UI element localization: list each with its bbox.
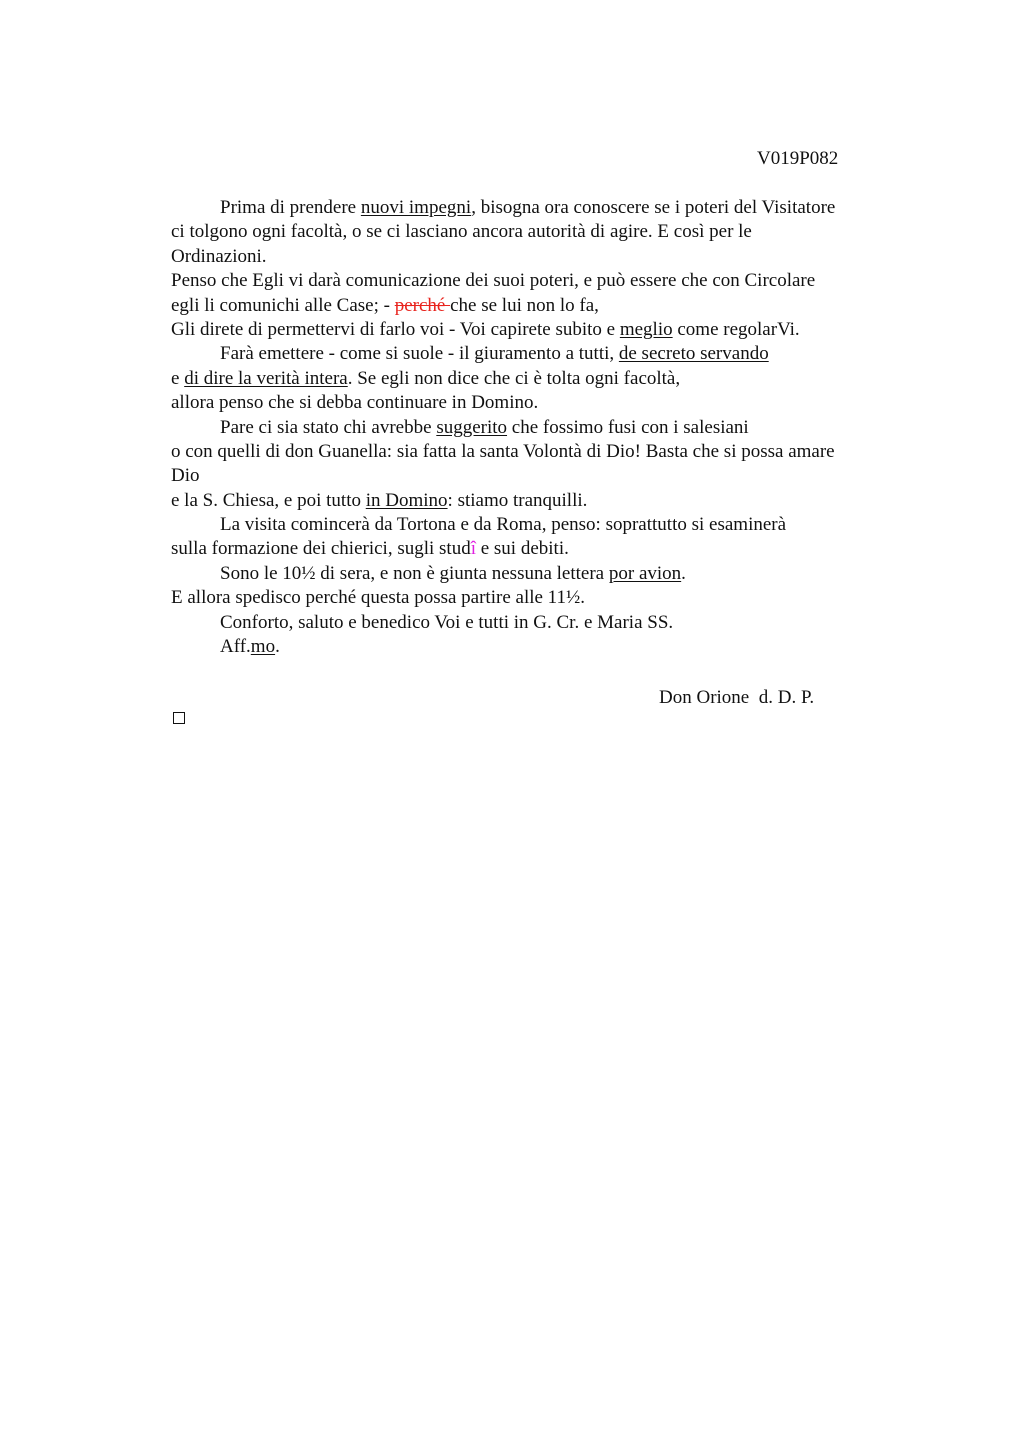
end-box-icon (173, 712, 185, 724)
paragraph-line: Prima di prendere nuovi impegni, bisogna ora conoscere se i poteri del Visitatore (220, 197, 836, 218)
paragraph-line: o con quelli di don Guanella: sia fatta la santa Volontà di Dio! Basta che si possa amare (171, 440, 835, 462)
underlined-text: suggerito (436, 416, 508, 438)
underlined-text: in Domino (365, 489, 448, 511)
paragraph-line: Conforto, saluto e benedico Voi e tutti in G. Cr. e Maria SS. (220, 611, 674, 633)
paragraph-line: Dio (171, 465, 200, 487)
paragraph-line: Penso che Egli vi darà comunicazione dei suoi poteri, e può essere che con Circolare (171, 270, 816, 292)
deleted-word: perché (394, 294, 451, 316)
paragraph-line: E allora spedisco perché questa possa partire alle 11½. (171, 587, 585, 609)
accent-mark: î (470, 538, 476, 560)
paragraph-line: Sono le 10½ di sera, e non è giunta nessuna lettera por avion. (220, 562, 686, 584)
paragraph-line: Ordinazioni. (171, 245, 267, 267)
underlined-text: de secreto servando (618, 343, 769, 365)
paragraph-line: e di dire la verità intera. Se egli non dice che ci è tolta ogni facoltà, (171, 367, 681, 389)
paragraph-line: Aff.mo. (220, 636, 280, 658)
underlined-text: por avion (608, 562, 682, 584)
paragraph-line: e la S. Chiesa, e poi tutto in Domino: stiamo tranquilli. (171, 489, 588, 511)
paragraph-line: ci tolgono ogni facoltà, o se ci lasciano ancora autorità di agire. E così per le (171, 221, 752, 243)
underlined-text: nuovi impegni (360, 197, 472, 218)
page-code: V019P082 (757, 148, 839, 169)
underlined-text: meglio (619, 318, 673, 340)
letter-body (171, 196, 901, 659)
paragraph-line: Farà emettere - come si suole - il giuramento a tutti, de secreto servando (220, 343, 769, 365)
underlined-text: di dire la verità intera (184, 367, 348, 389)
signature: Don Orione d. D. P. (659, 687, 815, 708)
paragraph-line: Pare ci sia stato chi avrebbe suggerito che fossimo fusi con i salesiani (220, 416, 749, 438)
paragraph-line: egli li comunichi alle Case; - perché che se lui non lo fa, (171, 294, 599, 316)
paragraph-line: sulla formazione dei chierici, sugli studî e sui debiti. (171, 538, 569, 560)
underlined-text: mo (250, 636, 276, 658)
paragraph-line: allora penso che si debba continuare in Domino. (171, 392, 539, 414)
paragraph-line: La visita comincerà da Tortona e da Roma, penso: soprattutto si esaminerà (220, 514, 787, 536)
paragraph-line: Gli direte di permettervi di farlo voi - Voi capirete subito e meglio come regolarVi. (171, 318, 800, 340)
